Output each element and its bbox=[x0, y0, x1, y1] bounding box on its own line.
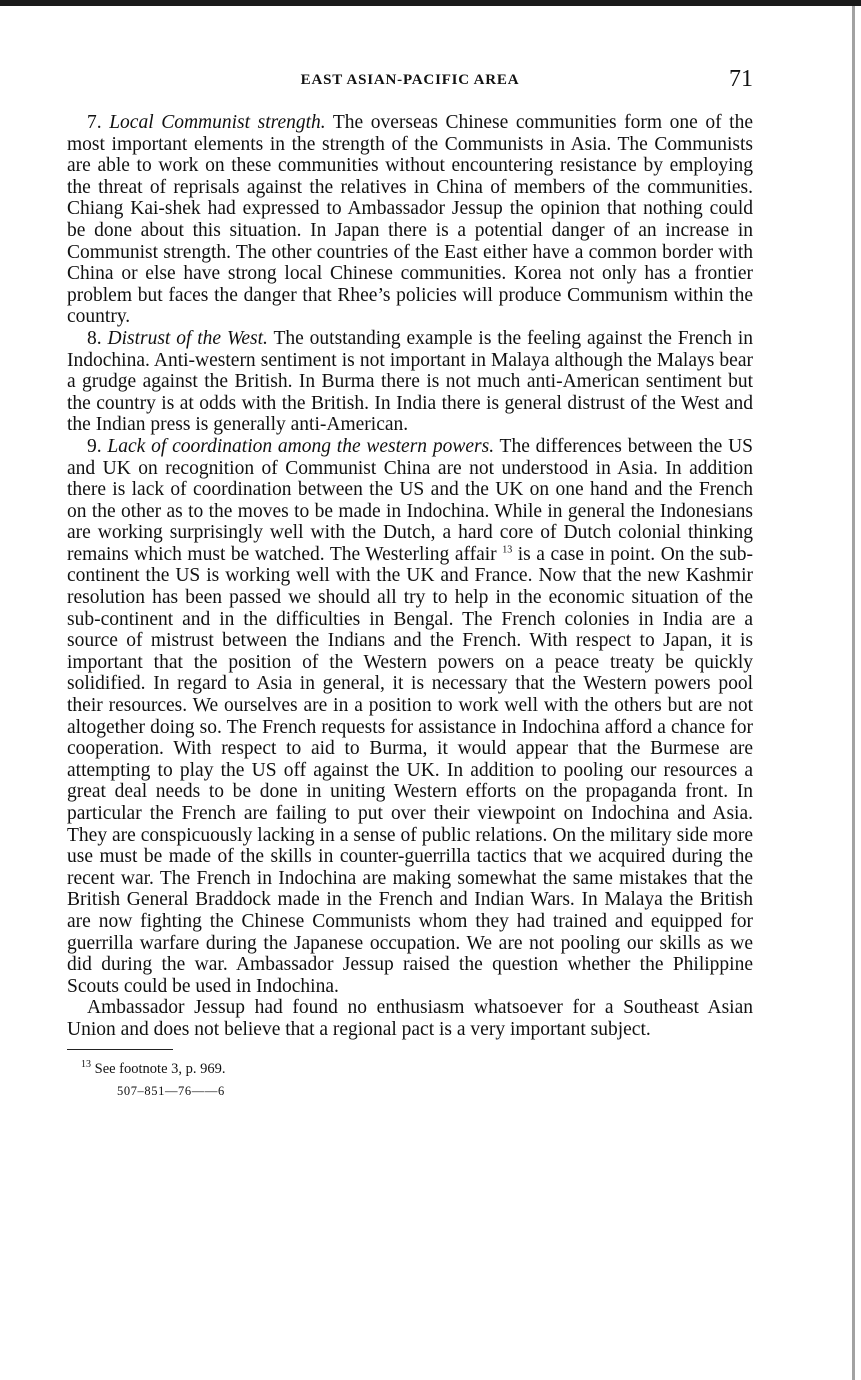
body-text bbox=[67, 112, 753, 1041]
paragraph-text: Ambassador Jessup had found no enthusiasm whatsoever for a Southeast Asian Union and does not believe that a regional pact is a very important subject. bbox=[67, 997, 753, 1040]
paragraph-closing bbox=[67, 997, 753, 1040]
paragraph-number: 7. bbox=[87, 112, 102, 133]
page-header bbox=[67, 62, 753, 102]
paragraph-text: The outstanding example is the feeling against the French in Indochina. Anti-western sentiment is not important in Malaya although the Malays bear a grudge against the British. In Burma there is not much anti-American sentiment but the country is at odds with the British. In India there is general distrust of the West and the Indian press is generally anti-American. bbox=[67, 327, 753, 436]
paragraph-text: The differences between the US and UK on recognition of Communist China are not understood in Asia. In addition there is lack of coordination between the US and the UK on one hand and the French on the other as to the moves to be made in Indochina. While in general the Indonesians are working surprisingly well with the Dutch, a hard core of Dutch colonial thinking remains which must be watched. The Westerling affair bbox=[67, 435, 753, 565]
footnote-text: See footnote 3, p. 969. bbox=[91, 1060, 226, 1077]
paragraph-heading: Lack of coordination among the western powers. bbox=[107, 435, 495, 457]
paragraph-local-communist-strength bbox=[67, 112, 753, 328]
top-border-rule bbox=[0, 0, 861, 6]
paragraph-lack-of-coordination bbox=[67, 436, 753, 997]
footnote-rule bbox=[67, 1049, 173, 1050]
footnote-reference: 13 bbox=[502, 544, 513, 556]
running-head: EAST ASIAN-PACIFIC AREA bbox=[300, 72, 520, 88]
page-edge-shadow bbox=[852, 6, 855, 1380]
footnote-marker: 13 bbox=[81, 1058, 91, 1070]
print-code: 507–851—76——6 bbox=[117, 1083, 225, 1098]
paragraph-heading: Local Communist strength. bbox=[109, 112, 326, 133]
page-number: 71 bbox=[729, 66, 753, 92]
paragraph-number: 8. bbox=[87, 327, 102, 349]
paragraph-text-continued: is a case in point. On the sub-continent the US is working well with the UK and France. Now that the new Kashmir resolution has been passed we should all try to help in the economic situation of the sub-continent and in the difficulties in Bengal. The French colonies in India are a source of mistrust between the Indians and the French. With respect to Japan, it is important that the position of the Western powers on a peace treaty be quickly solidified. In regard to Asia in general, it is necessary that the Western powers pool their resources. We ourselves are in a position to work well with the others but are not altogether doing so. The French requests for assistance in Indochina afford a chance for cooperation. With respect to aid to Burma, it would appear that the Burmese are attempting to play the US off against the UK. In addition to pooling our resources a great deal needs to be done in uniting Western efforts on the propaganda front. In particular the French are failing to put over their viewpoint on Indochina and Asia. They are conspicuously lacking in a sense of public relations. On the military side more use must be made of the skills in counter-guerrilla tactics that we acquired during the recent war. The French in Indochina are making somewhat the same mistakes that the British General Braddock made in the French and Indian Wars. In Malaya the British are now fighting the Chinese Communists whom they had trained and equipped for guerrilla warfare during the Japanese occupation. We are not pooling our skills as we did during the war. Ambassador Jessup raised the question whether the Philippine Scouts could be used in Indochina. bbox=[67, 543, 753, 997]
paragraph-distrust-of-west bbox=[67, 328, 753, 436]
paragraph-heading: Distrust of the West. bbox=[107, 327, 268, 349]
paragraph-text: The overseas Chinese communities form one of the most important elements in the strength of the Communists in Asia. The Communists are able to work on these communities without encountering resistance by employing the threat of reprisals against the relatives in China of members of the communities. Chiang Kai-shek had expressed to Ambassador Jessup the opinion that nothing could be done about this situation. In Japan there is a potential danger of an increase in Communist strength. The other countries of the East either have a common border with China or else have strong local Chinese communities. Korea not only has a frontier problem but faces the danger that Rhee’s policies will produce Communism within the country. bbox=[67, 112, 753, 328]
footnote bbox=[81, 1060, 753, 1078]
paragraph-number: 9. bbox=[87, 435, 102, 457]
document-page bbox=[67, 62, 753, 1099]
